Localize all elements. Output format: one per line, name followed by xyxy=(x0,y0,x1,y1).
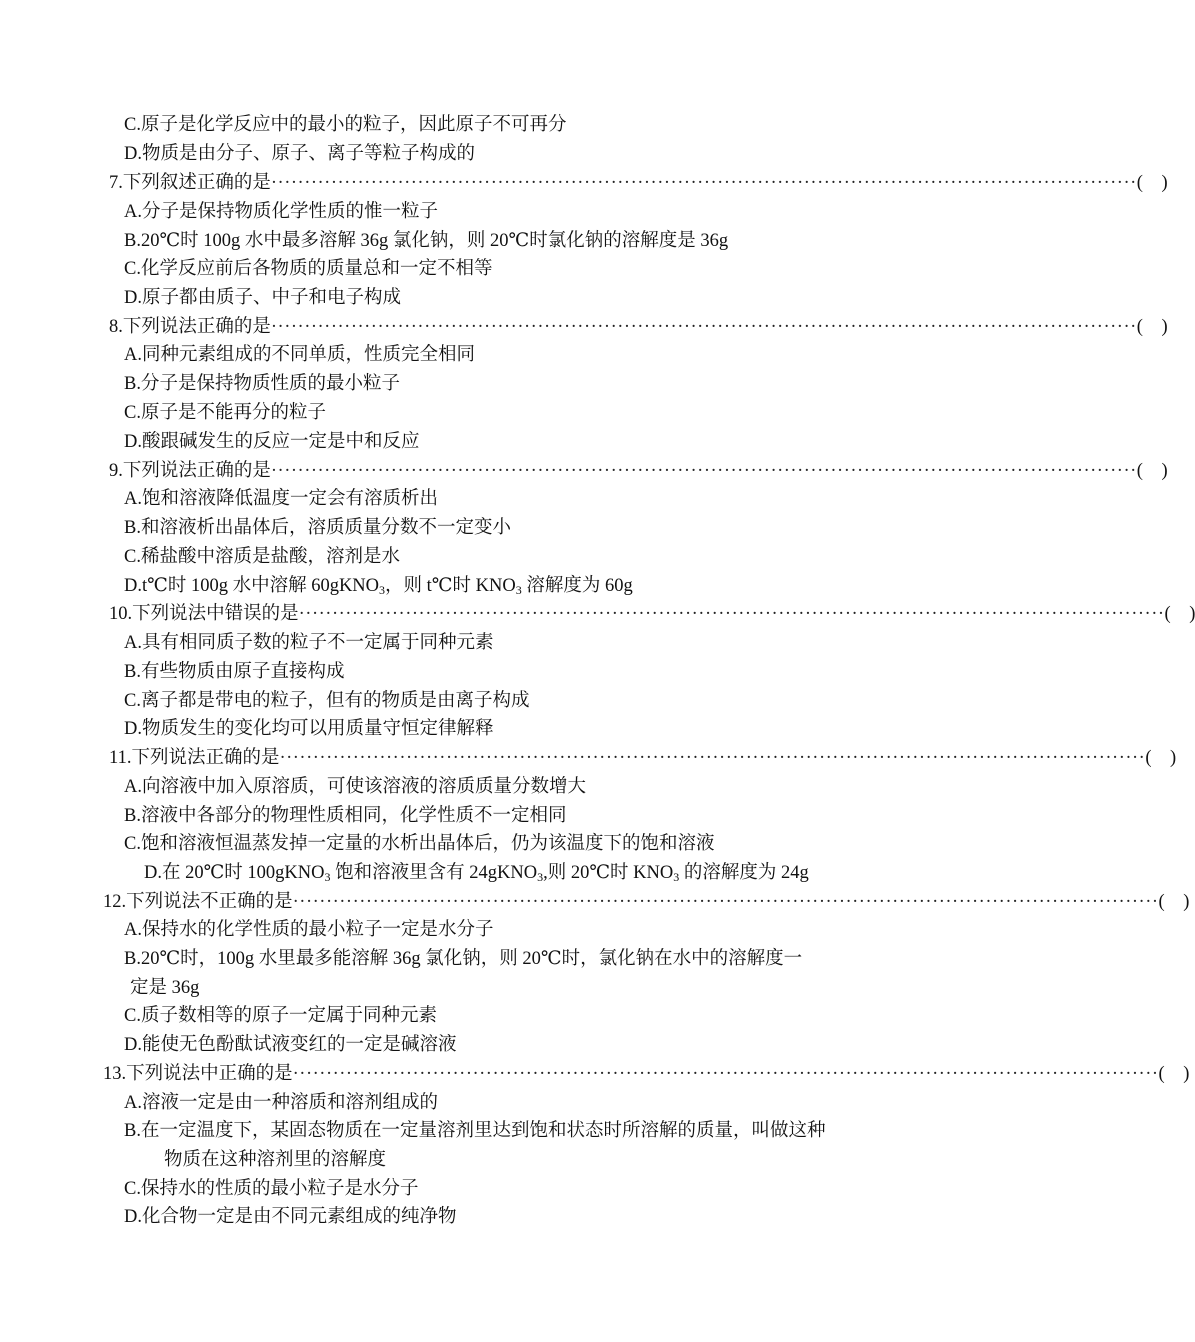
option-d-text: ，则 t℃时 KNO xyxy=(385,576,516,596)
question-10-stem xyxy=(109,602,1195,626)
leader-dots: ·································································································································· xyxy=(292,1064,1159,1084)
answer-bracket: ( ) xyxy=(1145,748,1177,768)
leader-dots: ·································································································································· xyxy=(270,461,1137,481)
option-b: B.20℃时，100g 水里最多能溶解 36g 氯化钠，则 20℃时，氯化钠在水中的溶解度一 xyxy=(124,949,803,969)
option-d-text: D.t℃时 100g 水中溶解 60gKNO xyxy=(124,576,380,596)
option-d xyxy=(124,574,633,598)
leader-dots: ·································································································································· xyxy=(270,173,1137,193)
question-12-stem xyxy=(103,890,1190,914)
option-d-text: D.在 20℃时 100gKNO xyxy=(144,863,325,883)
option-a: A.饱和溶液降低温度一定会有溶质析出 xyxy=(124,489,438,509)
leader-dots: ·································································································································· xyxy=(270,317,1137,337)
question-text: 11.下列说法正确的是 xyxy=(109,748,280,768)
option-a: A.溶液一定是由一种溶质和溶剂组成的 xyxy=(124,1093,438,1113)
option-d: D.物质是由分子、原子、离子等粒子构成的 xyxy=(124,144,475,164)
option-c: C.保持水的性质的最小粒子是水分子 xyxy=(124,1179,419,1199)
option-a: A.具有相同质子数的粒子不一定属于同种元素 xyxy=(124,633,494,653)
answer-bracket: ( ) xyxy=(1158,1064,1190,1084)
option-b-continued: 物质在这种溶剂里的溶解度 xyxy=(164,1150,387,1170)
question-11-stem xyxy=(109,746,1177,770)
subscript: 3 xyxy=(537,870,544,884)
option-b: B.有些物质由原子直接构成 xyxy=(124,662,345,682)
question-7-stem xyxy=(109,171,1168,195)
option-b: B.和溶液析出晶体后，溶质质量分数不一定变小 xyxy=(124,518,511,538)
question-8-stem xyxy=(109,315,1168,339)
question-text: 13.下列说法中正确的是 xyxy=(103,1064,293,1084)
option-d-text: 的溶解度为 24g xyxy=(679,863,809,883)
answer-bracket: ( ) xyxy=(1136,317,1168,337)
option-b: B.分子是保持物质性质的最小粒子 xyxy=(124,374,400,394)
option-c: C.原子是不能再分的粒子 xyxy=(124,403,326,423)
option-d: D.原子都由质子、中子和电子构成 xyxy=(124,288,401,308)
subscript: 3 xyxy=(673,870,680,884)
option-c: C.饱和溶液恒温蒸发掉一定量的水析出晶体后，仍为该温度下的饱和溶液 xyxy=(124,834,715,854)
option-d-text: 饱和溶液里含有 24gKNO xyxy=(330,863,538,883)
question-text: 9.下列说法正确的是 xyxy=(109,461,271,481)
option-c: C.离子都是带电的粒子，但有的物质是由离子构成 xyxy=(124,691,530,711)
option-a: A.向溶液中加入原溶质，可使该溶液的溶质质量分数增大 xyxy=(124,777,586,797)
option-b: B.在一定温度下，某固态物质在一定量溶剂里达到饱和状态时所溶解的质量，叫做这种 xyxy=(124,1121,826,1141)
option-a: A.保持水的化学性质的最小粒子一定是水分子 xyxy=(124,920,494,940)
option-d: D.化合物一定是由不同元素组成的纯净物 xyxy=(124,1207,457,1227)
leader-dots: ·································································································································· xyxy=(298,604,1165,624)
option-b-continued: 定是 36g xyxy=(130,978,200,998)
option-c: C.稀盐酸中溶质是盐酸，溶剂是水 xyxy=(124,547,400,567)
option-c: C.质子数相等的原子一定属于同种元素 xyxy=(124,1006,437,1026)
option-d xyxy=(144,861,809,885)
option-d: D.酸跟碱发生的反应一定是中和反应 xyxy=(124,432,420,452)
answer-bracket: ( ) xyxy=(1158,892,1190,912)
subscript: 3 xyxy=(379,583,386,597)
question-text: 8.下列说法正确的是 xyxy=(109,317,271,337)
question-13-stem xyxy=(103,1062,1190,1086)
answer-bracket: ( ) xyxy=(1164,604,1195,624)
option-a: A.分子是保持物质化学性质的惟一粒子 xyxy=(124,202,438,222)
answer-bracket: ( ) xyxy=(1136,173,1168,193)
option-c: C.原子是化学反应中的最小的粒子，因此原子不可再分 xyxy=(124,115,567,135)
answer-bracket: ( ) xyxy=(1136,461,1168,481)
question-text: 10.下列说法中错误的是 xyxy=(109,604,299,624)
leader-dots: ·································································································································· xyxy=(292,892,1159,912)
option-b: B.溶液中各部分的物理性质相同，化学性质不一定相同 xyxy=(124,806,567,826)
option-d: D.能使无色酚酞试液变红的一定是碱溶液 xyxy=(124,1035,457,1055)
option-a: A.同种元素组成的不同单质，性质完全相同 xyxy=(124,345,475,365)
option-d: D.物质发生的变化均可以用质量守恒定律解释 xyxy=(124,719,494,739)
leader-dots: ·································································································································· xyxy=(279,748,1146,768)
option-d-text: 溶解度为 60g xyxy=(521,576,633,596)
subscript: 3 xyxy=(324,870,331,884)
question-text: 7.下列叙述正确的是 xyxy=(109,173,271,193)
subscript: 3 xyxy=(515,583,522,597)
question-text: 12.下列说法不正确的是 xyxy=(103,892,293,912)
question-9-stem xyxy=(109,459,1168,483)
option-b: B.20℃时 100g 水中最多溶解 36g 氯化钠，则 20℃时氯化钠的溶解度是 36g xyxy=(124,231,729,251)
option-d-text: ,则 20℃时 KNO xyxy=(543,863,674,883)
option-c: C.化学反应前后各物质的质量总和一定不相等 xyxy=(124,259,493,279)
